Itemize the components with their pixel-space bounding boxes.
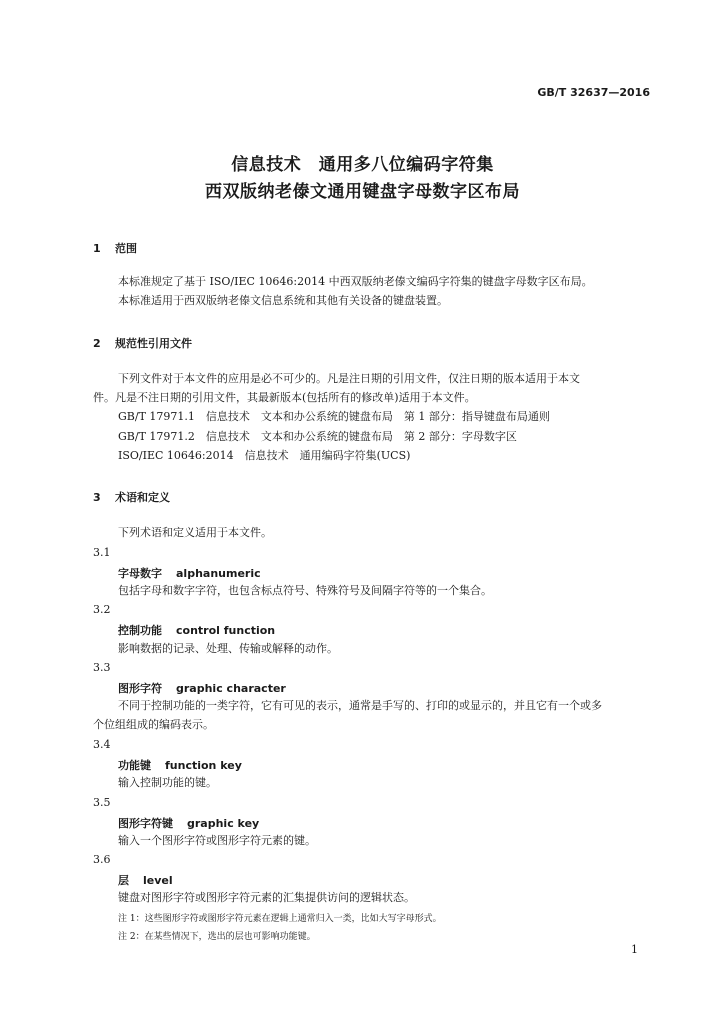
section-number: 2: [93, 337, 101, 350]
term-en: graphic key: [187, 817, 260, 830]
reference-item-1: GB/T 17971.1 信息技术 文本和办公系统的键盘布局 第 1 部分：指导键盘布局通则: [118, 410, 550, 423]
reference-item-3: ISO/IEC 10646:2014 信息技术 通用编码字符集(UCS): [118, 449, 411, 462]
term-heading: [118, 757, 242, 773]
standard-number: GB/T 32637—2016: [537, 86, 650, 99]
term-number: 3.4: [93, 738, 111, 751]
page-number: 1: [631, 943, 638, 956]
term-number: 3.5: [93, 796, 111, 809]
term-note-1: 注 1：这些图形字符或图形字符元素在逻辑上通常归入一类，比如大写字母形式。: [118, 914, 442, 924]
term-zh: 图形字符键: [118, 817, 173, 830]
term-number: 3.3: [93, 661, 111, 674]
scope-paragraph-2: 本标准适用于西双版纳老傣文信息系统和其他有关设备的键盘装置。: [118, 294, 448, 307]
term-heading: [118, 872, 173, 888]
terms-intro: 下列术语和定义适用于本文件。: [118, 526, 272, 539]
term-heading: [118, 622, 275, 638]
term-zh: 字母数字: [118, 567, 162, 580]
term-number: 3.1: [93, 546, 111, 559]
term-definition-continued: 个位组组成的编码表示。: [93, 718, 214, 731]
term-en: control function: [176, 624, 276, 637]
term-zh: 控制功能: [118, 624, 162, 637]
section-number: 3: [93, 491, 101, 504]
scope-paragraph-1: 本标准规定了基于 ISO/IEC 10646:2014 中西双版纳老傣文编码字符集的键盘字母数字区布局。: [118, 275, 593, 288]
term-note-2: 注 2：在某些情况下，选出的层也可影响功能键。: [118, 932, 316, 942]
section-title: 术语和定义: [115, 491, 170, 504]
section-2-heading: [93, 335, 192, 351]
term-definition: 不同于控制功能的一类字符，它有可见的表示，通常是手写的、打印的或显示的，并且它有一个或多: [118, 699, 602, 712]
section-1-heading: [93, 240, 137, 256]
term-en: graphic character: [176, 682, 286, 695]
term-zh: 层: [118, 874, 129, 887]
term-definition: 影响数据的记录、处理、传输或解释的动作。: [118, 642, 338, 655]
term-definition: 输入一个图形字符或图形字符元素的键。: [118, 834, 316, 847]
references-paragraph-line2: 件。凡是不注日期的引用文件，其最新版本(包括所有的修改单)适用于本文件。: [93, 391, 476, 404]
term-en: function key: [165, 759, 242, 772]
term-number: 3.2: [93, 603, 111, 616]
term-zh: 功能键: [118, 759, 151, 772]
term-definition: 包括字母和数字字符，也包含标点符号、特殊符号及间隔字符等的一个集合。: [118, 584, 492, 597]
term-en: level: [143, 874, 173, 887]
section-title: 范围: [115, 242, 137, 255]
term-definition: 输入控制功能的键。: [118, 776, 217, 789]
section-title: 规范性引用文件: [115, 337, 192, 350]
section-3-heading: [93, 489, 170, 505]
section-number: 1: [93, 242, 101, 255]
term-definition: 键盘对图形字符或图形字符元素的汇集提供访问的逻辑状态。: [118, 891, 415, 904]
document-title-line1: 信息技术 通用多八位编码字符集: [231, 155, 494, 175]
term-zh: 图形字符: [118, 682, 162, 695]
term-heading: [118, 565, 261, 581]
term-number: 3.6: [93, 853, 111, 866]
term-heading: [118, 815, 259, 831]
document-title-line2: 西双版纳老傣文通用键盘字母数字区布局: [205, 182, 520, 202]
references-paragraph-line1: 下列文件对于本文件的应用是必不可少的。凡是注日期的引用文件，仅注日期的版本适用于本文: [118, 372, 580, 385]
reference-item-2: GB/T 17971.2 信息技术 文本和办公系统的键盘布局 第 2 部分：字母数字区: [118, 430, 517, 443]
term-en: alphanumeric: [176, 567, 261, 580]
term-heading: [118, 680, 286, 696]
